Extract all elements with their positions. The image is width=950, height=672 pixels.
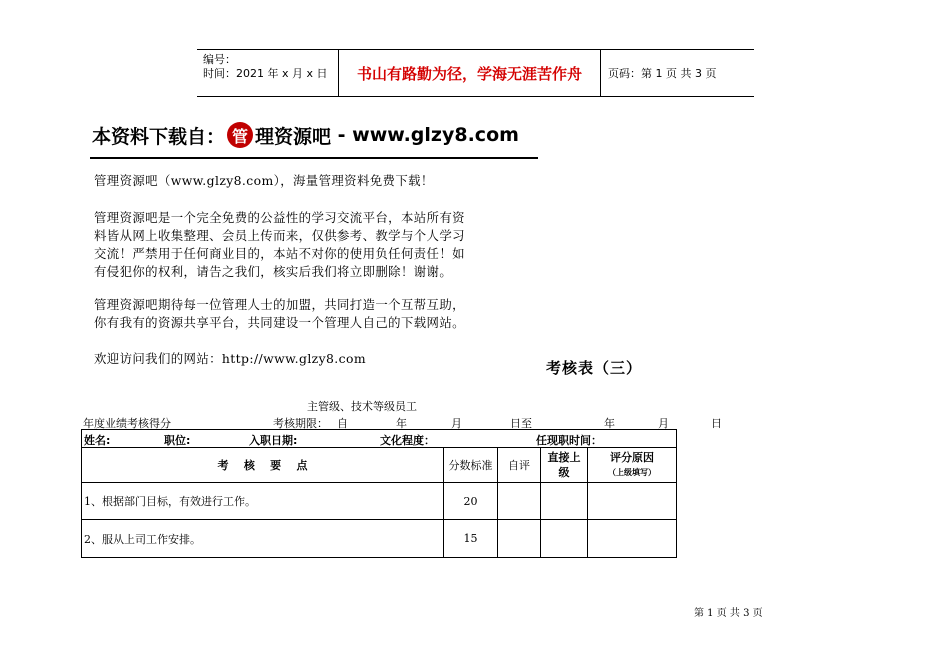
header-meta	[197, 50, 339, 96]
table-row	[82, 520, 676, 557]
assessment-table	[81, 429, 677, 558]
row-point: 2、服从上司工作安排。	[82, 520, 444, 557]
banner-prefix: 本资料下载自：	[92, 125, 226, 148]
column-header-reason	[588, 448, 676, 482]
period-from: 自	[337, 417, 348, 430]
intro-line: 有侵犯你的权利，请告之我们，核实后我们将立即删除！谢谢。	[94, 264, 453, 279]
page-footer: 第 1 页 共 3 页	[694, 608, 763, 619]
intro-line: 管理资源吧期待每一位管理人士的加盟，共同打造一个互帮互助，	[94, 297, 465, 312]
period-left-label: 年度业绩考核得分	[83, 417, 171, 430]
intro-line: 你有我有的资源共享平台，共同建设一个管理人自己的下载网站。	[94, 315, 465, 330]
row-score: 20	[444, 483, 498, 519]
row-self-input[interactable]	[498, 520, 541, 557]
intro-line: 料皆从网上收集整理、会员上传而来，仅供参考、教学与个人学习	[94, 228, 465, 243]
row-supervisor-input[interactable]	[541, 483, 588, 519]
period-year-1: 年	[396, 417, 407, 430]
document-header	[197, 49, 754, 97]
time-text: 时间：2021 年 x 月 x 日	[203, 67, 328, 80]
code-label: 编号：	[203, 53, 236, 66]
column-header-self: 自评	[498, 448, 541, 482]
employee-info-row	[82, 430, 676, 448]
name-label: 姓名:	[84, 434, 111, 447]
intro-paragraph-2	[94, 209, 554, 281]
row-reason-input[interactable]	[588, 520, 676, 557]
entry-date-label: 入职日期:	[249, 434, 298, 447]
form-title: 考核表（三）	[546, 359, 643, 377]
period-day-2: 日	[711, 417, 722, 430]
period-month-2: 月	[658, 417, 669, 430]
form-subtitle: 主管级、技术等级员工	[307, 400, 417, 413]
position-label: 职位:	[164, 434, 191, 447]
banner-divider	[90, 157, 538, 159]
intro-paragraph-3	[94, 296, 554, 332]
row-point: 1、根据部门目标，有效进行工作。	[82, 483, 444, 519]
header-slogan: 书山有路勤为径，学海无涯苦作舟	[339, 50, 601, 96]
education-label: 文化程度：	[380, 434, 435, 447]
period-label: 考核期限：	[273, 417, 328, 430]
header-page-number: 页码：第 1 页 共 3 页	[608, 67, 717, 80]
intro-paragraph-1: 管理资源吧（www.glzy8.com），海量管理资料免费下载！	[94, 173, 434, 188]
period-day-to: 日至	[510, 417, 532, 430]
row-self-input[interactable]	[498, 483, 541, 519]
row-reason-input[interactable]	[588, 483, 676, 519]
row-score: 15	[444, 520, 498, 557]
intro-line: 管理资源吧是一个完全免费的公益性的学习交流平台，本站所有资	[94, 210, 465, 225]
reason-note: （上级填写）	[608, 468, 656, 477]
row-supervisor-input[interactable]	[541, 520, 588, 557]
supervisor-line-1: 直接上	[547, 451, 581, 464]
supervisor-line-2: 级	[558, 466, 570, 479]
column-header-points: 考 核 要 点	[82, 448, 444, 482]
banner-url: - www.glzy8.com	[331, 124, 519, 146]
period-year-2: 年	[604, 417, 615, 430]
banner-site-name: 理资源吧	[255, 125, 332, 148]
period-month-1: 月	[451, 417, 462, 430]
table-row	[82, 483, 676, 520]
site-logo-icon: 管	[227, 122, 253, 148]
intro-website: 欢迎访问我们的网站：http://www.glzy8.com	[94, 351, 366, 366]
column-header-standard: 分数标准	[444, 448, 498, 482]
column-header-supervisor	[541, 448, 588, 482]
reason-label: 评分原因	[610, 451, 654, 464]
tenure-label: 任现职时间：	[536, 434, 602, 447]
download-banner	[92, 118, 519, 152]
table-header-row	[82, 448, 676, 483]
intro-line: 交流！严禁用于任何商业目的，本站不对你的使用负任何责任！如	[94, 246, 465, 261]
